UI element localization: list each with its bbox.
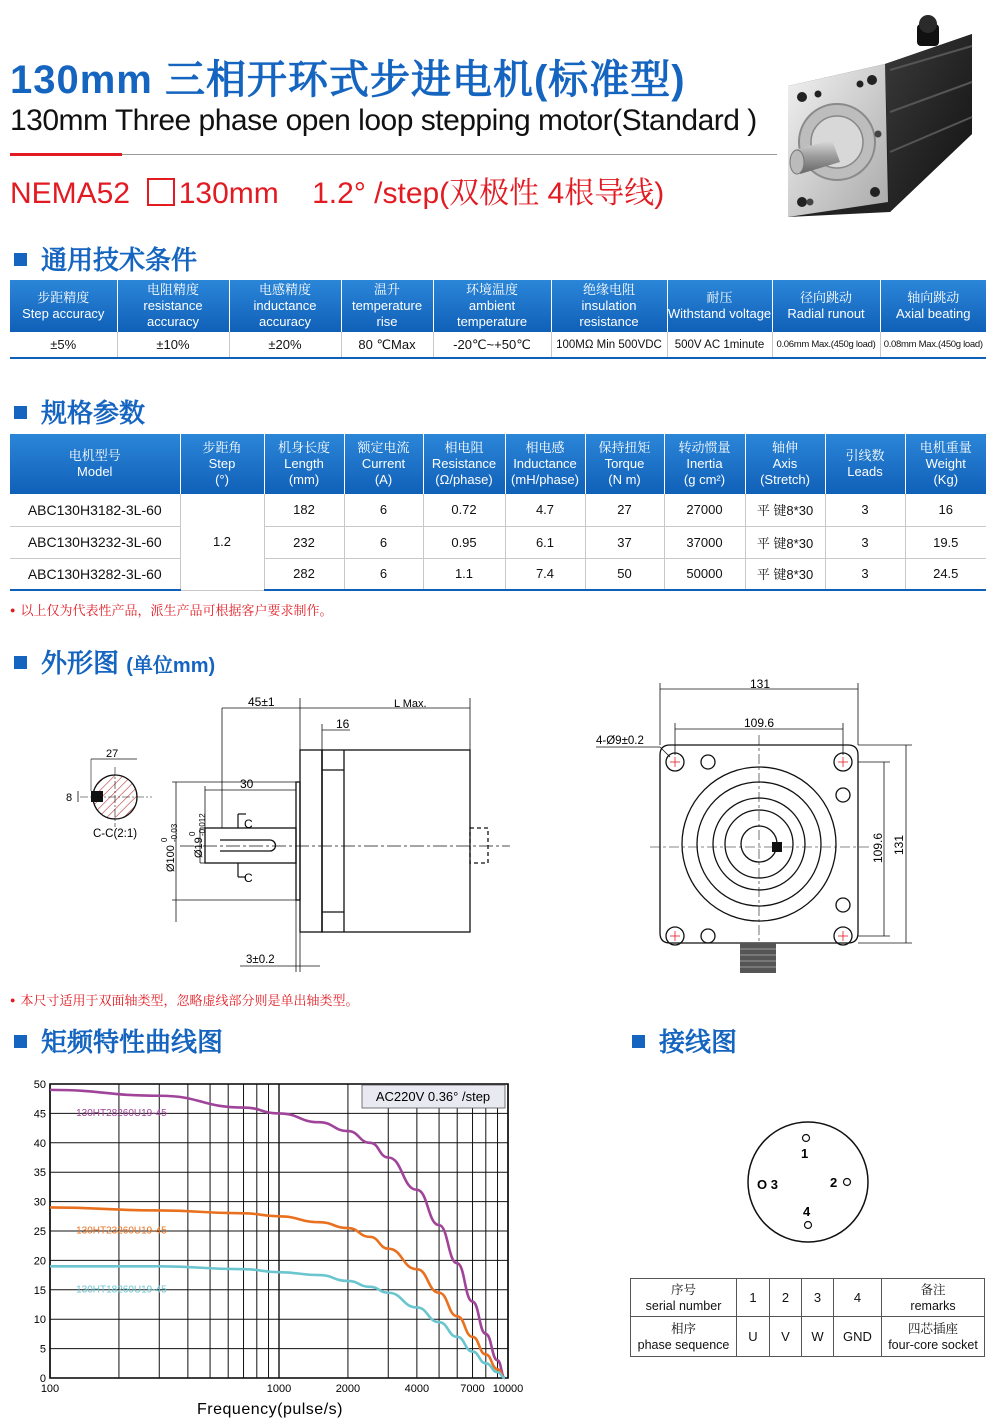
motor-product-image: [780, 12, 980, 217]
series-label: 130HT28260U19-45: [76, 1107, 167, 1119]
general-value-row: [10, 332, 986, 358]
dim-3: 3±0.2: [246, 954, 275, 966]
y-tick-label: 10: [33, 1314, 46, 1327]
dim-131-side: 131: [892, 834, 906, 855]
table-cell: 平 键8*30: [745, 558, 825, 590]
table-cell: 0.72: [423, 494, 505, 526]
specs-header-cell: 额定电流 Current (A): [344, 434, 423, 494]
specs-header-cell: 引线数 Leads: [825, 434, 905, 494]
series-label: 130HT18260U19-45: [76, 1284, 167, 1296]
table-cell: 50000: [664, 558, 745, 590]
table-cell: 平 键8*30: [745, 494, 825, 526]
section-cc-drawing: [60, 745, 160, 845]
table-cell: GND: [834, 1317, 882, 1357]
y-tick-label: 50: [33, 1079, 46, 1091]
pin-2-icon: [844, 1179, 851, 1186]
model-cell: ABC130H3232-3L-60: [10, 526, 180, 558]
dim-131-top: 131: [750, 677, 771, 691]
x-tick-label: 7000: [460, 1383, 485, 1395]
table-cell: 232: [264, 526, 344, 558]
y-tick-label: 5: [39, 1343, 46, 1356]
general-header-cell: 绝缘电阻 insulation resistance: [551, 280, 667, 332]
table-cell: 3: [825, 526, 905, 558]
table-cell: W: [802, 1317, 834, 1357]
specs-header-cell: 机身长度 Length (mm): [264, 434, 344, 494]
general-header-cell: 环境温度 ambient temperature: [433, 280, 551, 332]
wiring-remark-cell: 四芯插座 four-core socket: [882, 1317, 985, 1357]
table-cell: 4: [834, 1279, 882, 1317]
shaft-tol-lower: -0.012: [198, 813, 207, 836]
pin-4-icon: [805, 1222, 812, 1229]
shaft-dia: Ø19: [193, 837, 205, 858]
series-line: [50, 1266, 505, 1378]
general-value-cell: ±10%: [117, 332, 229, 358]
section-general-title: 通用技术条件: [14, 240, 197, 277]
dim-30: 30: [240, 777, 254, 791]
x-tick-label: 10000: [492, 1383, 524, 1395]
x-tick-label: 1000: [266, 1383, 292, 1395]
dim-16: 16: [336, 717, 350, 731]
specs-header-cell: 相电感 Inductance (mH/phase): [505, 434, 585, 494]
general-header-cell: 电感精度 inductance accuracy: [229, 280, 341, 332]
specs-header-cell: 步距角 Step (°): [180, 434, 264, 494]
general-value-cell: 100MΩ Min 500VDC: [551, 332, 667, 358]
table-row: [631, 1317, 985, 1357]
dim-lmax: L Max.: [394, 698, 427, 710]
table-cell: 37000: [664, 526, 745, 558]
specs-header-cell: 保持扭矩 Torque (N m): [585, 434, 664, 494]
specs-header-cell: 轴伸 Axis (Stretch): [745, 434, 825, 494]
step-angle-cell: 1.2: [180, 494, 264, 590]
table-cell: 37: [585, 526, 664, 558]
table-row: [10, 526, 986, 558]
front-view-drawing: [590, 675, 920, 985]
table-cell: 6: [344, 558, 423, 590]
series-label: 130HT23260U19-45: [76, 1225, 167, 1237]
table-cell: 6.1: [505, 526, 585, 558]
y-tick-label: 40: [33, 1137, 46, 1150]
y-tick-label: 30: [33, 1196, 46, 1209]
specs-header-cell: 电机重量 Weight (Kg): [905, 434, 986, 494]
section-bullet-icon: [632, 1035, 645, 1048]
specs-header-row: [10, 434, 986, 494]
section-label: C-C(2:1): [93, 828, 138, 840]
table-cell: 16: [905, 494, 986, 526]
y-tick-label: 35: [33, 1167, 46, 1180]
general-header-row: [10, 280, 986, 332]
wiring-label-cell: 序号 serial number: [631, 1279, 737, 1317]
specs-header-cell: 相电阻 Resistance (Ω/phase): [423, 434, 505, 494]
table-cell: 182: [264, 494, 344, 526]
y-tick-label: 25: [33, 1226, 46, 1238]
section-bullet-icon: [14, 253, 27, 266]
table-cell: 平 键8*30: [745, 526, 825, 558]
pin-3-label: O 3: [757, 1177, 778, 1192]
pin-4-label: 4: [803, 1204, 811, 1219]
section-bullet-icon: [14, 406, 27, 419]
drawing-note: ● 本尺寸适用于双面轴类型，忽略虚线部分则是单出轴类型。: [10, 990, 358, 1009]
specs-table: [10, 434, 986, 591]
dim-27: 27: [106, 748, 119, 760]
table-cell: 1.1: [423, 558, 505, 590]
table-cell: U: [737, 1317, 770, 1357]
section-drawing-title: 外形图 (单位mm): [14, 643, 215, 680]
step-desc: 1.2° /step(双极性 4根导线): [312, 177, 665, 210]
specs-header-cell: 转动惯量 Inertia (g cm²): [664, 434, 745, 494]
specs-note: ● 以上仅为代表性产品，派生产品可根据客户要求制作。: [10, 600, 332, 619]
table-cell: 19.5: [905, 526, 986, 558]
frame-size: 130mm: [178, 177, 279, 210]
table-cell: 0.95: [423, 526, 505, 558]
model-cell: ABC130H3282-3L-60: [10, 558, 180, 590]
table-row: [10, 494, 986, 526]
table-cell: 3: [802, 1279, 834, 1317]
table-cell: 1: [737, 1279, 770, 1317]
table-cell: 3: [825, 558, 905, 590]
section-specs-title: 规格参数: [14, 393, 145, 430]
table-cell: 27000: [664, 494, 745, 526]
section-mark-c: C: [244, 871, 253, 885]
holes-dim: 4-Ø9±0.2: [596, 735, 644, 747]
legend-box-text: AC220V 0.36° /step: [375, 1089, 491, 1104]
general-header-cell: 温升 temperature rise: [341, 280, 433, 332]
general-value-cell: 0.08mm Max.(450g load): [880, 332, 986, 358]
table-cell: V: [770, 1317, 802, 1357]
y-tick-label: 20: [33, 1255, 46, 1268]
nema-label: NEMA52: [10, 177, 131, 210]
table-cell: 7.4: [505, 558, 585, 590]
section-wiring-title: 接线图: [632, 1022, 737, 1059]
dim-109-top: 109.6: [744, 716, 775, 730]
dim-109-side: 109.6: [871, 832, 885, 863]
pin-2-label: 2: [830, 1175, 838, 1190]
table-cell: 6: [344, 526, 423, 558]
general-value-cell: -20℃~+50℃: [433, 332, 551, 358]
table-cell: 27: [585, 494, 664, 526]
general-header-cell: 轴向跳动 Axial beating: [880, 280, 986, 332]
table-row: [631, 1279, 985, 1317]
x-tick-label: 4000: [404, 1383, 430, 1395]
general-conditions-table: [10, 280, 986, 359]
page-title-cn: 130mm 三相开环式步进电机(标准型): [10, 58, 686, 102]
general-header-cell: 步距精度 Step accuracy: [10, 280, 117, 332]
pin-1-icon: [803, 1135, 810, 1142]
table-row: [10, 558, 986, 590]
y-tick-label: 45: [33, 1108, 46, 1121]
connector-pinout: [740, 1118, 890, 1248]
dim-8: 8: [66, 792, 73, 804]
title-rule: [122, 154, 777, 155]
pilot-tol-lower: -0.03: [170, 823, 179, 842]
y-tick-label: 0: [39, 1373, 46, 1385]
pin-1-label: 1: [801, 1146, 809, 1161]
y-tick-label: 15: [33, 1284, 46, 1297]
table-cell: 2: [770, 1279, 802, 1317]
x-tick-label: 100: [40, 1383, 60, 1395]
table-cell: 4.7: [505, 494, 585, 526]
table-cell: 282: [264, 558, 344, 590]
x-tick-label: 2000: [335, 1383, 361, 1395]
nema-line: [10, 168, 664, 212]
table-cell: 24.5: [905, 558, 986, 590]
torque-frequency-chart: [0, 1070, 540, 1420]
table-cell: 50: [585, 558, 664, 590]
general-header-cell: 径向跳动 Radial runout: [772, 280, 880, 332]
page-title-en: 130mm Three phase open loop stepping motor(Standard ): [10, 104, 757, 137]
general-value-cell: 0.06mm Max.(450g load): [772, 332, 880, 358]
wiring-table: [630, 1278, 985, 1357]
general-value-cell: 500V AC 1minute: [667, 332, 772, 358]
square-frame-icon: [147, 178, 175, 206]
section-curve-title: 矩频特性曲线图: [14, 1022, 223, 1059]
pilot-dia: Ø100: [165, 845, 177, 872]
section-bullet-icon: [14, 1035, 27, 1048]
general-value-cell: ±5%: [10, 332, 117, 358]
table-cell: 6: [344, 494, 423, 526]
wiring-label-cell: 相序 phase sequence: [631, 1317, 737, 1357]
general-value-cell: ±20%: [229, 332, 341, 358]
title-rule-accent: [10, 153, 122, 156]
x-axis-label: Frequency(pulse/s): [197, 1401, 343, 1418]
section-bullet-icon: [14, 656, 27, 669]
general-value-cell: 80 ℃Max: [341, 332, 433, 358]
section-mark-c: C: [244, 817, 253, 831]
wiring-remark-cell: 备注 remarks: [882, 1279, 985, 1317]
specs-header-cell: 电机型号 Model: [10, 434, 180, 494]
model-cell: ABC130H3182-3L-60: [10, 494, 180, 526]
shaft-tol-upper: 0: [188, 831, 197, 836]
general-header-cell: 电阻精度 resistance accuracy: [117, 280, 229, 332]
dim-45: 45±1: [248, 695, 275, 709]
table-cell: 3: [825, 494, 905, 526]
general-header-cell: 耐压 Withstand voltage: [667, 280, 772, 332]
pilot-tol-upper: 0: [160, 837, 169, 842]
